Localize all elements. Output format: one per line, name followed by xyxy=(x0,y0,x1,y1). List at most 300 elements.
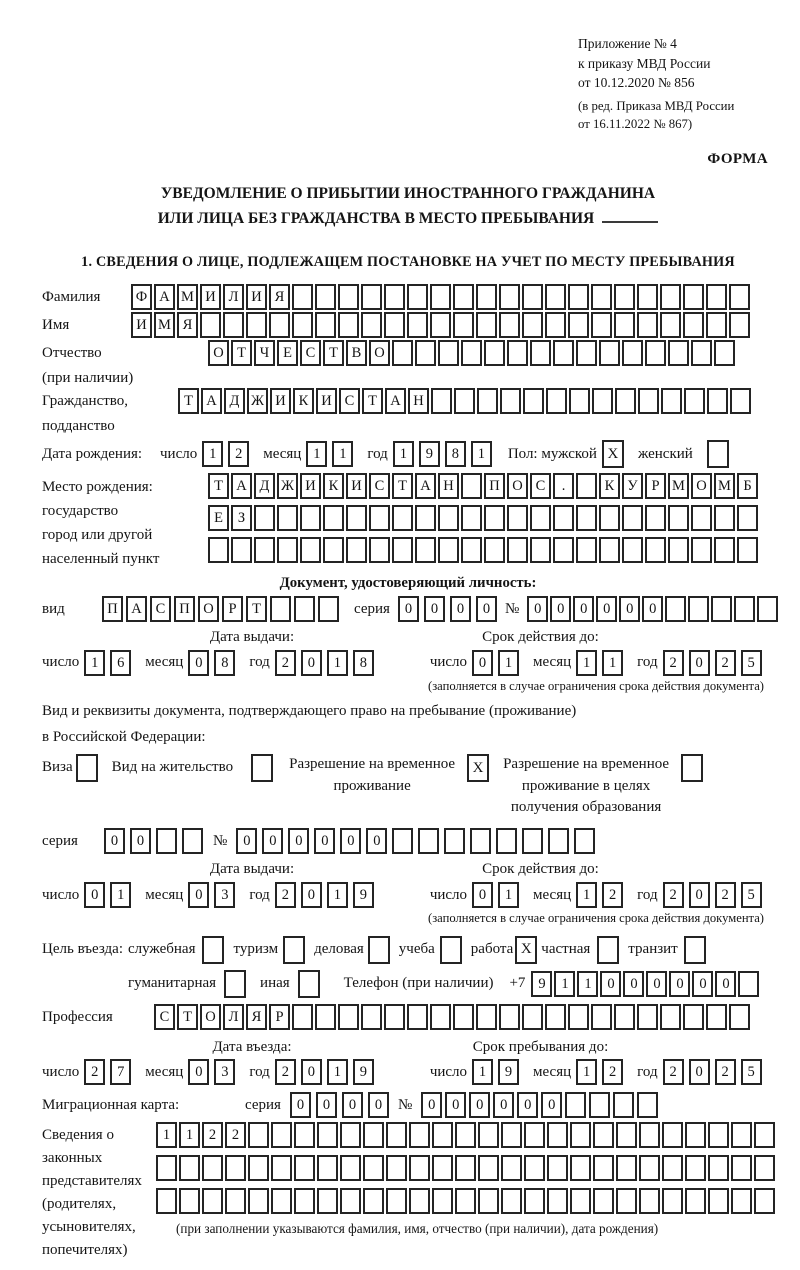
char-box: Д xyxy=(254,473,275,499)
char-box xyxy=(438,340,459,366)
char-box: И xyxy=(200,284,221,310)
residence-doc-line1: Вид и реквизиты документа, подтверждающего право на пребывание (проживание) xyxy=(42,703,577,720)
char-box: П xyxy=(484,473,505,499)
char-box xyxy=(470,828,491,854)
citizenship-row xyxy=(42,388,774,436)
birth-month-boxes xyxy=(306,441,358,467)
char-box: 0 xyxy=(262,828,283,854)
char-box: 0 xyxy=(493,1092,514,1118)
char-box: А xyxy=(415,473,436,499)
entry-year-boxes xyxy=(275,1059,379,1085)
char-box xyxy=(660,312,681,338)
sex-female-label: женский xyxy=(637,446,693,463)
residence-issue-day-boxes xyxy=(84,882,136,908)
char-box: Р xyxy=(269,1004,290,1030)
annex-line: Приложение № 4 xyxy=(578,36,677,51)
char-box xyxy=(576,537,597,563)
char-box xyxy=(591,284,612,310)
char-box: Л xyxy=(223,1004,244,1030)
char-box xyxy=(613,1092,634,1118)
char-box: 2 xyxy=(715,650,736,676)
char-box: 0 xyxy=(550,596,571,622)
char-box: 0 xyxy=(342,1092,363,1118)
char-box xyxy=(639,1155,660,1181)
char-box: О xyxy=(691,473,712,499)
char-box: 0 xyxy=(619,596,640,622)
char-box xyxy=(734,596,755,622)
identity-kind-row xyxy=(42,596,774,622)
char-box xyxy=(292,312,313,338)
char-box: 1 xyxy=(472,1059,493,1085)
purpose-tourism-checkbox xyxy=(283,936,305,964)
birth-place-boxes-3 xyxy=(208,537,760,563)
annex-block xyxy=(578,34,774,134)
char-box: 0 xyxy=(692,971,713,997)
char-box xyxy=(477,388,498,414)
char-box xyxy=(455,1122,476,1148)
migration-card-label: Миграционная карта: xyxy=(42,1096,180,1113)
char-box: 0 xyxy=(689,1059,710,1085)
char-box: 1 xyxy=(202,441,223,467)
residence-dates-block xyxy=(42,860,774,926)
rvp-label: Разрешение на временное проживание xyxy=(289,755,456,794)
char-box xyxy=(294,596,315,622)
annex-line: к приказу МВД России xyxy=(578,55,711,71)
char-box: 0 xyxy=(450,596,471,622)
char-box xyxy=(593,1122,614,1148)
purpose-other-checkbox xyxy=(298,970,320,998)
char-box: 2 xyxy=(663,1059,684,1085)
phone-prefix: +7 xyxy=(509,975,526,992)
char-box: 0 xyxy=(541,1092,562,1118)
rvp-checkbox: X xyxy=(467,754,489,782)
char-box: 0 xyxy=(646,971,667,997)
purpose-work-label: работа xyxy=(470,941,514,958)
char-box: 1 xyxy=(327,650,348,676)
entry-day-boxes xyxy=(84,1059,136,1085)
char-box: 0 xyxy=(424,596,445,622)
char-box xyxy=(300,505,321,531)
char-box xyxy=(300,537,321,563)
char-box xyxy=(461,340,482,366)
valid-day-boxes xyxy=(472,650,524,676)
entry-date-title: Дата въезда: xyxy=(212,1038,292,1055)
char-box xyxy=(277,537,298,563)
char-box xyxy=(231,537,252,563)
day-label: число xyxy=(160,446,198,463)
char-box: 6 xyxy=(110,650,131,676)
char-box xyxy=(589,1092,610,1118)
char-box xyxy=(665,596,686,622)
char-box: 5 xyxy=(741,882,762,908)
char-box xyxy=(637,284,658,310)
char-box xyxy=(576,340,597,366)
char-box: М xyxy=(668,473,689,499)
char-box xyxy=(754,1155,775,1181)
char-box: 1 xyxy=(576,882,597,908)
char-box xyxy=(591,312,612,338)
char-box xyxy=(691,340,712,366)
char-box xyxy=(729,284,750,310)
char-box xyxy=(369,537,390,563)
char-box xyxy=(455,1188,476,1214)
char-box: 2 xyxy=(663,650,684,676)
char-box: 0 xyxy=(314,828,335,854)
char-box: 8 xyxy=(445,441,466,467)
representatives-row xyxy=(42,1122,774,1262)
char-box: 9 xyxy=(353,882,374,908)
char-box xyxy=(225,1155,246,1181)
form-title xyxy=(42,181,774,232)
rvp-edu-checkbox xyxy=(681,754,703,782)
char-box: 5 xyxy=(741,650,762,676)
char-box xyxy=(660,284,681,310)
char-box: 0 xyxy=(623,971,644,997)
char-box: . xyxy=(553,473,574,499)
char-box: Б xyxy=(737,473,758,499)
char-box: 0 xyxy=(398,596,419,622)
char-box xyxy=(546,388,567,414)
valid-year-boxes xyxy=(663,650,767,676)
char-box xyxy=(156,1188,177,1214)
surname-boxes xyxy=(131,284,752,310)
birth-date-row xyxy=(42,440,774,468)
char-box: И xyxy=(246,284,267,310)
char-box xyxy=(363,1122,384,1148)
char-box xyxy=(270,596,291,622)
char-box xyxy=(156,828,177,854)
char-box xyxy=(246,312,267,338)
char-box xyxy=(545,1004,566,1030)
char-box xyxy=(338,1004,359,1030)
char-box xyxy=(338,284,359,310)
char-box xyxy=(438,537,459,563)
residence-issue-year-boxes xyxy=(275,882,379,908)
residence-valid-date: число 0 1 месяц 1 2 год 2 0 2 5 xyxy=(430,882,776,908)
char-box: И xyxy=(300,473,321,499)
char-box xyxy=(453,312,474,338)
char-box xyxy=(499,284,520,310)
char-box: К xyxy=(323,473,344,499)
char-box: 0 xyxy=(472,882,493,908)
stay-until-date: число 1 9 месяц 1 2 год 2 0 2 5 xyxy=(430,1059,776,1085)
char-box: 2 xyxy=(275,1059,296,1085)
char-box xyxy=(248,1122,269,1148)
char-box xyxy=(294,1122,315,1148)
profession-label: Профессия xyxy=(42,1008,113,1025)
residence-valid-year-boxes xyxy=(663,882,767,908)
char-box: С xyxy=(300,340,321,366)
char-box xyxy=(254,537,275,563)
representatives-boxes-1 xyxy=(156,1122,777,1148)
purpose-row xyxy=(42,936,774,964)
char-box: 5 xyxy=(741,1059,762,1085)
identity-doc-header: Документ, удостоверяющий личность: xyxy=(279,575,537,592)
char-box xyxy=(500,388,521,414)
purpose-private-checkbox xyxy=(597,936,619,964)
char-box xyxy=(407,312,428,338)
char-box xyxy=(432,1188,453,1214)
char-box xyxy=(476,312,497,338)
entry-date: число 2 7 месяц 0 3 год 2 0 1 9 xyxy=(42,1059,388,1085)
char-box xyxy=(507,537,528,563)
char-box: 0 xyxy=(445,1092,466,1118)
char-box xyxy=(668,537,689,563)
char-box: С xyxy=(339,388,360,414)
char-box xyxy=(292,284,313,310)
char-box xyxy=(530,505,551,531)
char-box xyxy=(522,284,543,310)
char-box xyxy=(202,1155,223,1181)
char-box xyxy=(484,537,505,563)
char-box xyxy=(524,1188,545,1214)
name-row xyxy=(42,312,774,338)
char-box xyxy=(271,1155,292,1181)
char-box xyxy=(453,1004,474,1030)
char-box xyxy=(708,1155,729,1181)
char-box xyxy=(524,1122,545,1148)
patronymic-boxes xyxy=(208,340,737,366)
char-box xyxy=(757,596,778,622)
stay-day-boxes xyxy=(472,1059,524,1085)
char-box xyxy=(729,312,750,338)
year-label: год xyxy=(367,446,388,463)
char-box xyxy=(614,312,635,338)
identity-series-label: серия xyxy=(354,600,390,617)
char-box: А xyxy=(154,284,175,310)
name-label: Имя xyxy=(42,317,70,334)
char-box: 0 xyxy=(573,596,594,622)
birth-year-boxes xyxy=(393,441,497,467)
char-box xyxy=(363,1188,384,1214)
char-box: 1 xyxy=(306,441,327,467)
char-box: Ф xyxy=(131,284,152,310)
identity-limit-note: (заполняется в случае ограничения срока действия документа) xyxy=(428,678,764,693)
char-box: 1 xyxy=(327,1059,348,1085)
char-box xyxy=(200,312,221,338)
purpose-official-label: служебная xyxy=(127,941,196,958)
char-box xyxy=(340,1188,361,1214)
char-box: 0 xyxy=(689,650,710,676)
char-box: 8 xyxy=(214,650,235,676)
char-box xyxy=(708,1122,729,1148)
char-box xyxy=(754,1122,775,1148)
birth-place-boxes-2 xyxy=(208,505,760,531)
char-box xyxy=(639,1122,660,1148)
char-box xyxy=(683,284,704,310)
char-box: А xyxy=(231,473,252,499)
char-box: З xyxy=(231,505,252,531)
char-box xyxy=(223,312,244,338)
char-box xyxy=(455,1155,476,1181)
entry-month-boxes xyxy=(188,1059,240,1085)
representatives-label: Сведения о законных представителях (родителях, усыновителях, попечителях) xyxy=(42,1127,142,1259)
char-box: 0 xyxy=(301,650,322,676)
char-box: 0 xyxy=(301,882,322,908)
char-box xyxy=(639,1188,660,1214)
char-box xyxy=(501,1122,522,1148)
purpose-label: Цель въезда: xyxy=(42,941,123,958)
char-box: Т xyxy=(323,340,344,366)
char-box: О xyxy=(208,340,229,366)
char-box: 0 xyxy=(689,882,710,908)
char-box: 0 xyxy=(288,828,309,854)
char-box xyxy=(731,1155,752,1181)
purpose-humanitarian-checkbox xyxy=(224,970,246,998)
char-box: 1 xyxy=(602,650,623,676)
char-box xyxy=(568,284,589,310)
char-box: 1 xyxy=(110,882,131,908)
char-box xyxy=(574,828,595,854)
char-box xyxy=(568,1004,589,1030)
purpose-transit-label: транзит xyxy=(628,941,678,958)
char-box xyxy=(432,1155,453,1181)
char-box xyxy=(616,1122,637,1148)
char-box: 1 xyxy=(84,650,105,676)
char-box: 0 xyxy=(368,1092,389,1118)
char-box: 0 xyxy=(472,650,493,676)
char-box xyxy=(361,1004,382,1030)
char-box xyxy=(737,537,758,563)
char-box xyxy=(688,596,709,622)
char-box xyxy=(522,1004,543,1030)
char-box xyxy=(501,1155,522,1181)
char-box: К xyxy=(599,473,620,499)
char-box xyxy=(499,312,520,338)
char-box: 8 xyxy=(353,650,374,676)
section1-title: 1. СВЕДЕНИЯ О ЛИЦЕ, ПОДЛЕЖАЩЕМ ПОСТАНОВКЕ НА УЧЕТ ПО МЕСТУ ПРЕБЫВАНИЯ xyxy=(81,253,735,270)
citizenship-label: Гражданство, подданство xyxy=(42,392,129,434)
char-box: 0 xyxy=(188,650,209,676)
residence-issue-month-boxes xyxy=(188,882,240,908)
char-box xyxy=(407,1004,428,1030)
char-box xyxy=(384,1004,405,1030)
sex-male-label: Пол: мужской xyxy=(507,446,597,463)
char-box: М xyxy=(714,473,735,499)
char-box xyxy=(179,1155,200,1181)
char-box xyxy=(599,537,620,563)
residence-series-label: серия xyxy=(42,832,78,849)
char-box: 2 xyxy=(715,1059,736,1085)
char-box xyxy=(645,537,666,563)
residence-issue-date: число 0 1 месяц 0 3 год 2 0 1 9 xyxy=(42,882,388,908)
migration-series-boxes xyxy=(290,1092,394,1118)
residence-valid-day-boxes xyxy=(472,882,524,908)
char-box xyxy=(729,1004,750,1030)
char-box: 1 xyxy=(327,882,348,908)
char-box xyxy=(638,388,659,414)
char-box xyxy=(418,828,439,854)
phone-label: Телефон (при наличии) xyxy=(343,975,494,992)
char-box: 0 xyxy=(669,971,690,997)
char-box xyxy=(392,828,413,854)
char-box xyxy=(315,1004,336,1030)
char-box: 9 xyxy=(419,441,440,467)
char-box: 9 xyxy=(531,971,552,997)
char-box: М xyxy=(154,312,175,338)
residence-permit-checkbox xyxy=(251,754,273,782)
residence-number-boxes xyxy=(236,828,600,854)
char-box xyxy=(591,1004,612,1030)
char-box xyxy=(576,505,597,531)
char-box xyxy=(454,388,475,414)
residence-limit-note: (заполняется в случае ограничения срока действия документа) xyxy=(428,910,764,925)
char-box xyxy=(706,1004,727,1030)
char-box xyxy=(545,312,566,338)
char-box xyxy=(271,1122,292,1148)
char-box: 1 xyxy=(554,971,575,997)
month-label: месяц xyxy=(263,446,302,463)
char-box xyxy=(294,1188,315,1214)
char-box: М xyxy=(177,284,198,310)
patronymic-row xyxy=(42,340,774,388)
char-box xyxy=(208,537,229,563)
char-box xyxy=(292,1004,313,1030)
char-box: Е xyxy=(208,505,229,531)
birth-place-boxes-1 xyxy=(208,473,760,499)
char-box xyxy=(432,1122,453,1148)
residence-valid-title: Срок действия до: xyxy=(482,861,599,878)
purpose-study-checkbox xyxy=(440,936,462,964)
char-box xyxy=(431,388,452,414)
residence-series-row xyxy=(42,828,774,854)
char-box: 0 xyxy=(517,1092,538,1118)
char-box xyxy=(684,388,705,414)
char-box: Т xyxy=(208,473,229,499)
residence-series-boxes xyxy=(104,828,208,854)
char-box xyxy=(338,312,359,338)
char-box: Я xyxy=(246,1004,267,1030)
char-box xyxy=(708,1188,729,1214)
visa-label: Виза xyxy=(42,758,73,775)
identity-dates-block xyxy=(42,628,774,694)
identity-valid-date: число 0 1 месяц 1 1 год 2 0 2 5 xyxy=(430,650,776,676)
char-box xyxy=(323,537,344,563)
char-box xyxy=(269,312,290,338)
migration-series-label: серия xyxy=(245,1096,281,1113)
char-box: Е xyxy=(277,340,298,366)
char-box xyxy=(614,1004,635,1030)
char-box xyxy=(668,505,689,531)
char-box xyxy=(731,1188,752,1214)
char-box xyxy=(685,1122,706,1148)
char-box xyxy=(317,1188,338,1214)
char-box: 1 xyxy=(498,882,519,908)
char-box: А xyxy=(201,388,222,414)
char-box: 0 xyxy=(84,882,105,908)
char-box xyxy=(499,1004,520,1030)
patronymic-label: Отчество (при наличии) xyxy=(42,340,208,388)
char-box xyxy=(545,284,566,310)
char-box xyxy=(156,1155,177,1181)
char-box: Т xyxy=(231,340,252,366)
birth-place-label: Место рождения: государство город или другой населенный пункт xyxy=(42,479,160,568)
char-box: А xyxy=(385,388,406,414)
char-box: Н xyxy=(438,473,459,499)
char-box xyxy=(645,505,666,531)
char-box: 0 xyxy=(527,596,548,622)
char-box xyxy=(248,1188,269,1214)
char-box: 1 xyxy=(471,441,492,467)
char-box xyxy=(565,1092,586,1118)
char-box xyxy=(369,505,390,531)
char-box: И xyxy=(131,312,152,338)
char-box xyxy=(392,505,413,531)
purpose-humanitarian-label: гуманитарная xyxy=(128,975,217,992)
char-box: 2 xyxy=(663,882,684,908)
char-box xyxy=(668,340,689,366)
char-box xyxy=(661,388,682,414)
